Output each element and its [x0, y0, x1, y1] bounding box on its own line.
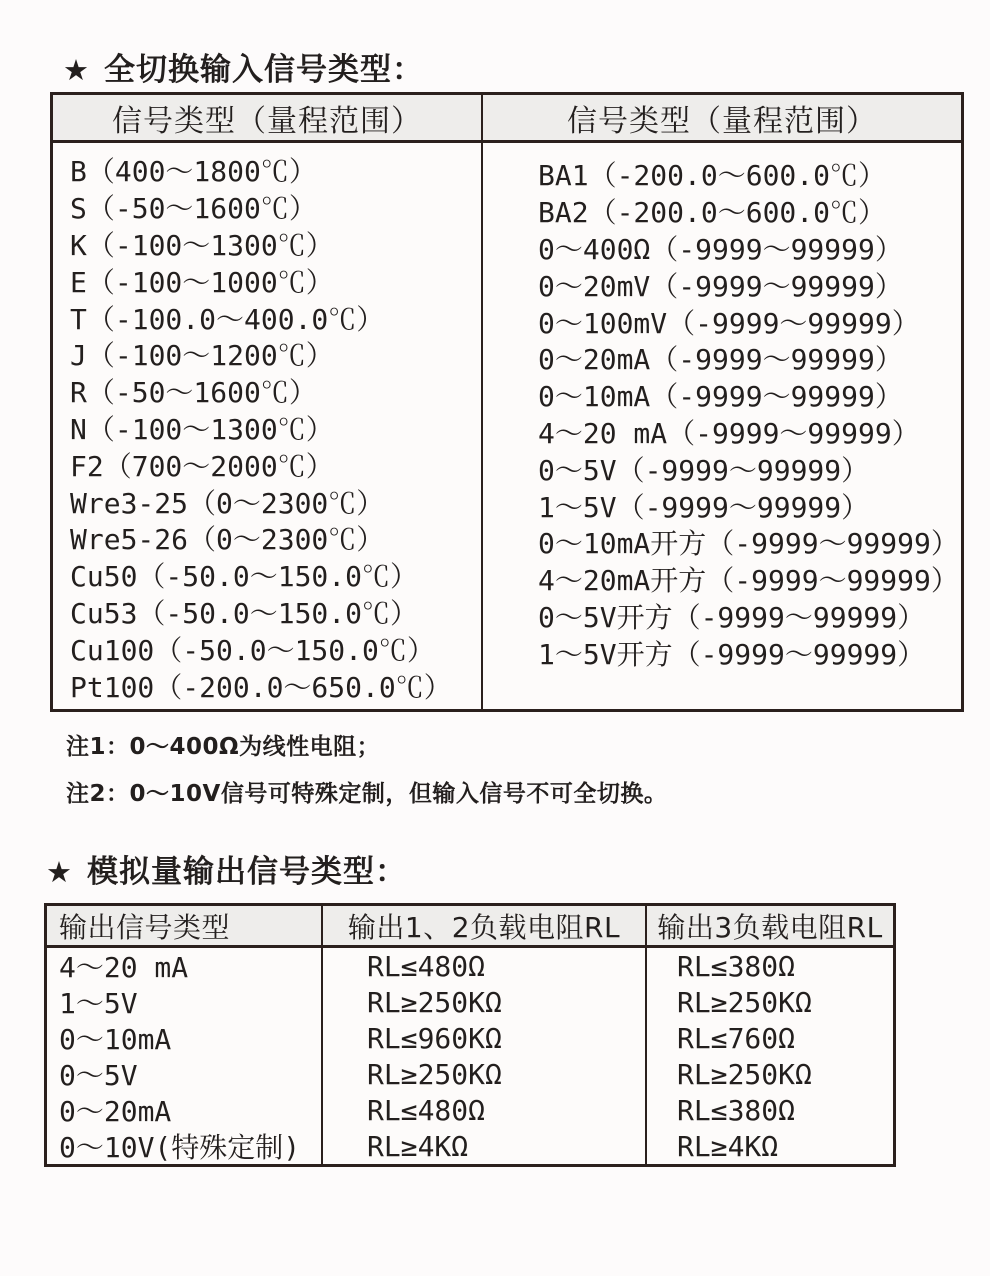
input-signal-row: F2（700～2000℃） [70, 449, 334, 483]
column-header: 输出1、2负载电阻RL [323, 906, 647, 945]
input-signal-row: BA2（-200.0～600.0℃） [538, 196, 887, 230]
input-signal-column-left [53, 143, 483, 709]
input-signal-row: Cu53（-50.0～150.0℃） [70, 596, 419, 630]
section-title-text: 全切换输入信号类型： [104, 52, 424, 88]
output-table-row [47, 948, 893, 984]
column-header: 信号类型（量程范围） [53, 95, 483, 140]
column-header: 输出3负载电阻RL [657, 910, 883, 944]
input-signal-row: 0～400Ω（-9999～99999） [538, 233, 903, 266]
output-table-row [47, 984, 893, 1020]
section-title-text: 模拟量输出信号类型： [87, 854, 407, 890]
star-icon: ★ [46, 855, 73, 889]
output-table-cell: RL≥250KΩ [677, 985, 812, 1019]
output-table-cell: 1～5V [47, 984, 323, 1020]
output-table-row [47, 1020, 893, 1056]
output-table-row [47, 1128, 893, 1164]
input-signal-row: Cu100（-50.0～150.0℃） [70, 633, 435, 667]
output-signal-table [44, 903, 896, 1167]
input-signal-row: 1～5V开方（-9999～99999） [538, 637, 926, 671]
input-signal-row: T（-100.0～400.0℃） [70, 302, 385, 336]
input-signal-row: 0～20mV（-9999～99999） [538, 269, 903, 303]
output-signal-table-header [47, 906, 893, 948]
output-table-cell: 0～10V(特殊定制) [47, 1128, 323, 1164]
input-signal-row: BA1（-200.0～600.0℃） [538, 159, 887, 193]
input-signal-row: 4～20mA开方（-9999～99999） [538, 564, 959, 598]
output-signal-table-body [47, 948, 893, 1164]
output-table-cell: RL≤380Ω [677, 1093, 796, 1127]
note-1: 注1：0～400Ω为线性电阻； [66, 734, 381, 760]
output-table-row [47, 1092, 893, 1128]
input-signal-table [50, 92, 964, 712]
output-table-cell: RL≤380Ω [677, 949, 796, 983]
output-table-cell: RL≥250KΩ [323, 1056, 647, 1092]
input-signal-row: 0～5V（-9999～99999） [538, 453, 870, 487]
output-table-cell: 4～20 mA [47, 948, 323, 984]
output-table-cell: RL≤480Ω [323, 1092, 647, 1128]
input-signal-row: 0～10mA开方（-9999～99999） [538, 527, 959, 561]
input-signal-column-right [483, 143, 961, 709]
input-signal-row: Cu50（-50.0～150.0℃） [70, 560, 419, 594]
input-signal-row: Wre3-25（0～2300℃） [70, 486, 385, 520]
input-signal-row: 0～100mV（-9999～99999） [538, 306, 920, 340]
output-table-cell: RL≤480Ω [323, 948, 647, 984]
input-signal-row: 1～5V（-9999～99999） [538, 490, 870, 524]
input-signal-row: S（-50～1600℃） [70, 192, 317, 226]
output-table-cell: RL≥4KΩ [323, 1128, 647, 1164]
input-signal-row: Wre5-26（0～2300℃） [70, 523, 385, 557]
input-signal-row: 4～20 mA（-9999～99999） [538, 416, 920, 450]
output-table-cell: RL≥4KΩ [677, 1129, 779, 1163]
input-signal-row: 0～5V开方（-9999～99999） [538, 600, 926, 634]
column-header: 输出信号类型 [47, 906, 323, 945]
column-header: 信号类型（量程范围） [567, 103, 877, 139]
output-table-cell: 0～10mA [47, 1020, 323, 1056]
output-table-cell: 0～5V [47, 1056, 323, 1092]
input-signal-table-body [53, 143, 961, 709]
output-signal-section-title [46, 846, 407, 891]
input-signal-table-header [53, 95, 961, 143]
star-icon: ★ [63, 53, 90, 87]
input-signal-row: E（-100～1000℃） [70, 265, 334, 299]
input-signal-row: Pt100（-200.0～650.0℃） [70, 670, 452, 704]
output-table-cell: RL≤760Ω [677, 1021, 796, 1055]
input-signal-row: K（-100～1300℃） [70, 229, 334, 262]
note-2: 注2：0～10V信号可特殊定制，但输入信号不可全切换。 [66, 781, 668, 807]
output-table-cell: RL≥250KΩ [323, 984, 647, 1020]
output-table-row [47, 1056, 893, 1092]
input-signal-row: R（-50～1600℃） [70, 376, 317, 410]
output-table-cell: RL≤960KΩ [323, 1020, 647, 1056]
input-signal-row: 0～10mA（-9999～99999） [538, 380, 903, 414]
input-signal-row: 0～20mA（-9999～99999） [538, 343, 903, 377]
input-signal-section-title [63, 44, 424, 89]
output-table-cell: 0～20mA [47, 1092, 323, 1128]
input-signal-row: N（-100～1300℃） [70, 412, 334, 446]
input-signal-row: B（400～1800℃） [70, 155, 317, 189]
output-table-cell: RL≥250KΩ [677, 1057, 812, 1091]
input-signal-row: J（-100～1200℃） [70, 339, 334, 373]
